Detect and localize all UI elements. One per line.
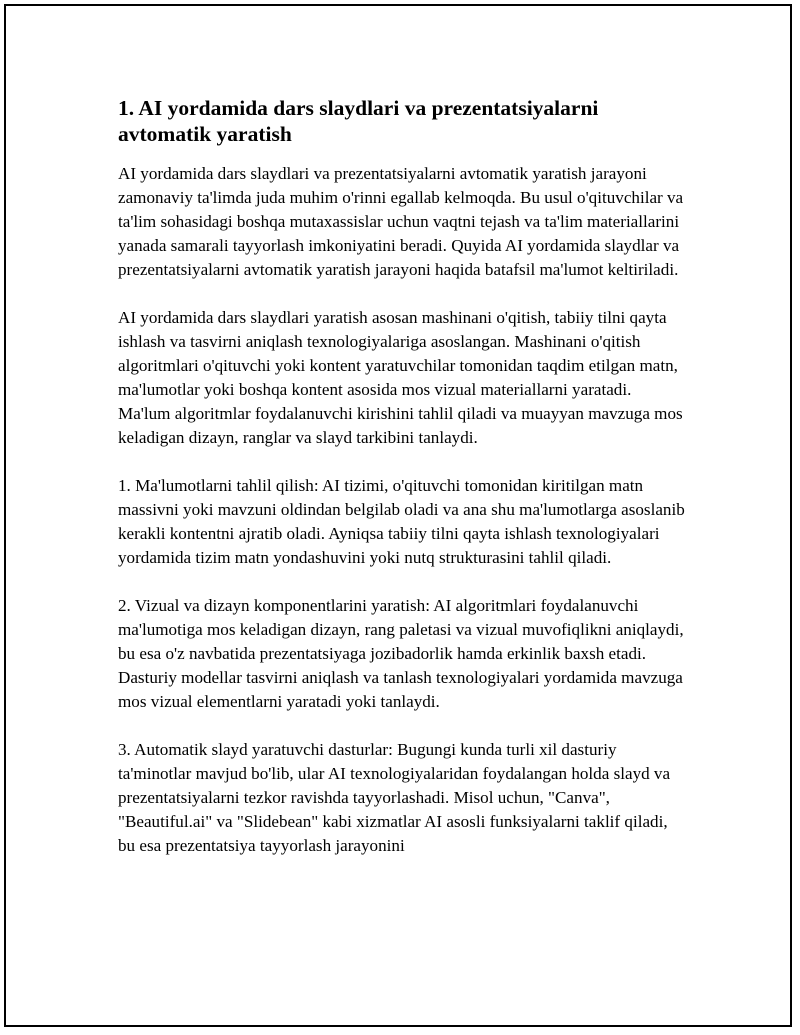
- paragraph-intro: AI yordamida dars slaydlari va prezentatsiyalarni avtomatik yaratish jarayoni zamonaviy ta'limda juda muhim o'rinni egallab kelmoqda. Bu usul o'qituvchilar va ta'lim sohasidagi boshqa mutaxassislar uchun vaqtni tejash va ta'lim materiallarini yanada samarali tayyorlash imkoniyatini beradi. Quyida AI yordamida slaydlar va prezentatsiyalarni avtomatik yaratish jarayoni haqida batafsil ma'lumot keltiriladi.: [118, 164, 684, 279]
- paragraph-automatic-tools: 3. Automatik slayd yaratuvchi dasturlar: Bugungi kunda turli xil dasturiy ta'minotlar mavjud bo'lib, ular AI texnologiyalaridan foydalangan holda slayd va prezentatsiyalarni tezkor ravishda tayyorlashadi. Misol uchun, "Canva", "Beautiful.ai" va "Slidebean" kabi xizmatlar AI asosli funksiyalarni taklif qiladi, bu esa prezentatsiya tayyorlash jarayonini: [118, 740, 671, 855]
- paragraph-data-analysis: 1. Ma'lumotlarni tahlil qilish: AI tizimi, o'qituvchi tomonidan kiritilgan matn massivni yoki mavzuni oldindan belgilab oladi va ana shu ma'lumotlarga asoslanib kerakli kontentni ajratib oladi. Ayniqsa tabiiy tilni qayta ishlash texnologiyalari yordamida tizim matn yondashuvini yoki nutq strukturasini tahlil qiladi.: [118, 476, 685, 567]
- section-heading: 1. AI yordamida dars slaydlari va prezentatsiyalarni avtomatik yaratish: [118, 96, 599, 146]
- paragraph-technology: AI yordamida dars slaydlari yaratish asosan mashinani o'qitish, tabiiy tilni qayta ishlash va tasvirni aniqlash texnologiyalariga asoslangan. Mashinani o'qitish algoritmlari o'qituvchi yoki kontent yaratuvchilar tomonidan taqdim etilgan matn, ma'lumotlar yoki boshqa kontent asosida mos vizual materiallarni yaratadi. Ma'lum algoritmlar foydalanuvchi kirishini tahlil qiladi va muayyan mavzuga mos keladigan dizayn, ranglar va slayd tarkibini tanlaydi.: [118, 308, 683, 447]
- document-body: [118, 95, 688, 882]
- paragraph-visual-design: 2. Vizual va dizayn komponentlarini yaratish: AI algoritmlari foydalanuvchi ma'lumotiga mos keladigan dizayn, rang paletasi va vizual muvofiqlikni aniqlaydi, bu esa o'z navbatida prezentatsiyaga jozibadorlik hamda erkinlik baxsh etadi. Dasturiy modellar tasvirni aniqlash va tanlash texnologiyalari yordamida mavzuga mos vizual elementlarni yaratadi yoki tanlaydi.: [118, 596, 684, 711]
